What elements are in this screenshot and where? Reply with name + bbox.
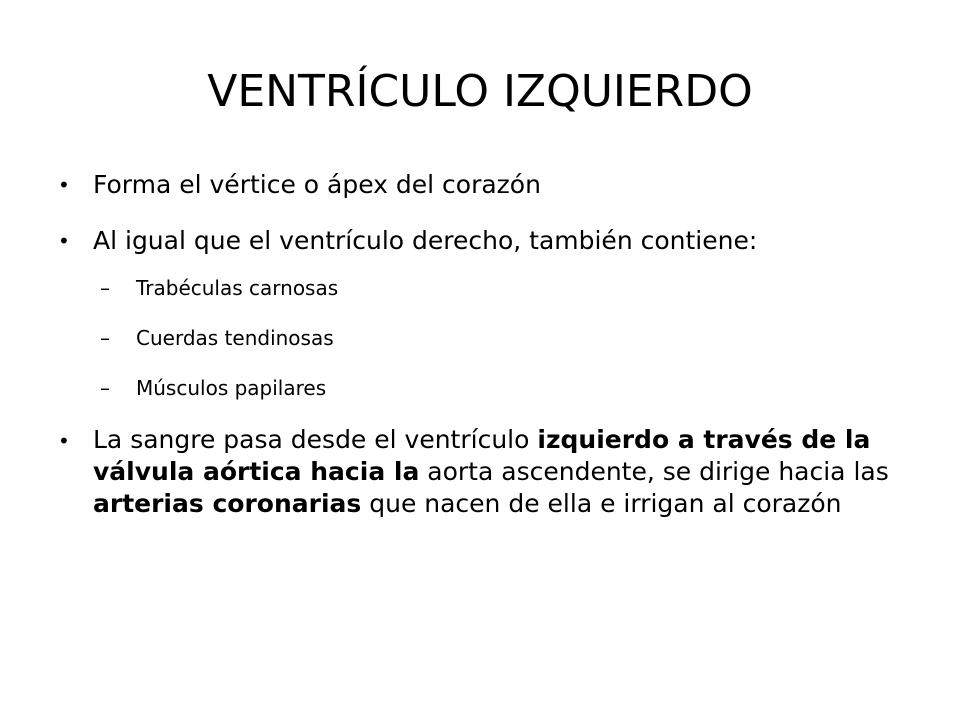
slide-title: VENTRÍCULO IZQUIERDO: [207, 66, 753, 117]
sub-bullet-item-musculos: [58, 374, 898, 402]
sub-bullet-item-cuerdas: [58, 324, 898, 352]
bullet-item-blood-flow: [58, 424, 898, 520]
bullet-paragraph: [93, 424, 898, 520]
bullet-icon: •: [58, 229, 70, 253]
bullet-icon: •: [58, 429, 70, 453]
bullet-item-apex: [58, 168, 898, 202]
dash-icon: –: [100, 276, 110, 300]
sub-bullet-text: Cuerdas tendinosas: [136, 326, 334, 350]
bullet-item-contains: [58, 224, 898, 258]
paragraph-text-3: que nacen de ella e irrigan al corazón: [361, 489, 842, 518]
bullet-icon: •: [58, 173, 70, 197]
paragraph-bold-2: arterias coronarias: [93, 489, 362, 518]
dash-icon: –: [100, 376, 110, 400]
sub-bullet-text: Músculos papilares: [136, 376, 327, 400]
bullet-text: Forma el vértice o ápex del corazón: [93, 170, 541, 199]
bullet-text: Al igual que el ventrículo derecho, también contiene:: [93, 226, 758, 255]
slide-content: [58, 168, 898, 542]
sub-bullet-text: Trabéculas carnosas: [136, 276, 339, 300]
paragraph-bold-1: izquierdo a través de la válvula aórtica hacia la: [93, 425, 871, 486]
sub-bullet-list: [58, 274, 898, 402]
paragraph-text-2: aorta ascendente, se dirige hacia las: [419, 457, 889, 486]
paragraph-text-1: La sangre pasa desde el ventrículo: [93, 425, 538, 454]
dash-icon: –: [100, 326, 110, 350]
sub-bullet-item-trabeculas: [58, 274, 898, 302]
